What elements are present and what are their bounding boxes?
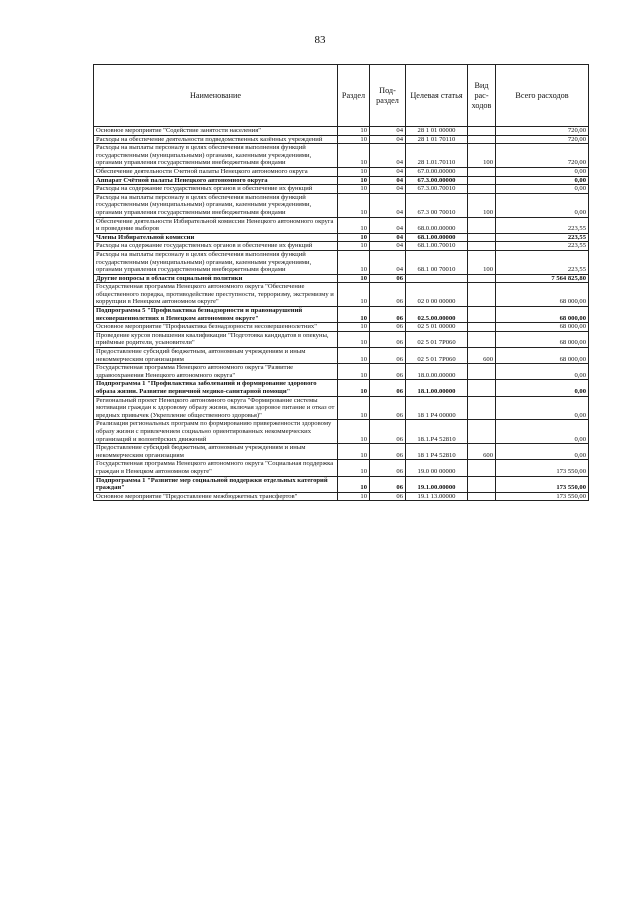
- row-expense-type: [468, 185, 496, 194]
- row-podrazdel: 06: [370, 323, 406, 332]
- row-total: 0,00: [496, 364, 589, 380]
- row-target-code: 68.0.00.00000: [406, 217, 468, 233]
- row-expense-type: [468, 283, 496, 307]
- row-target-code: 02 0 00 00000: [406, 283, 468, 307]
- row-expense-type: [468, 274, 496, 283]
- row-expense-type: [468, 420, 496, 444]
- row-target-code: 02 5 01 7Р060: [406, 331, 468, 347]
- row-podrazdel: 06: [370, 396, 406, 420]
- row-total: 223,55: [496, 242, 589, 251]
- table-row: [94, 420, 589, 444]
- row-target-code: 18.1.00.00000: [406, 380, 468, 396]
- row-total: 173 550,00: [496, 476, 589, 492]
- row-razdel: 10: [338, 460, 370, 476]
- row-razdel: 10: [338, 144, 370, 168]
- row-razdel: 10: [338, 492, 370, 501]
- row-total: 0,00: [496, 193, 589, 217]
- row-expense-type: [468, 364, 496, 380]
- table-row: [94, 176, 589, 185]
- row-razdel: 10: [338, 444, 370, 460]
- row-name: Реализация региональных программ по формированию приверженности здоровому образу жизни с привлечением социально ориентированных некоммерческих организаций и волонтёрских движений: [94, 420, 338, 444]
- row-razdel: 10: [338, 185, 370, 194]
- row-expense-type: 100: [468, 193, 496, 217]
- row-razdel: 10: [338, 274, 370, 283]
- row-expense-type: [468, 476, 496, 492]
- header-razdel: Раздел: [338, 65, 370, 127]
- row-target-code: 68.1.00.00000: [406, 233, 468, 242]
- row-expense-type: [468, 176, 496, 185]
- row-total: 173 550,00: [496, 460, 589, 476]
- row-podrazdel: 04: [370, 135, 406, 144]
- row-name: Расходы на содержание государственных органов и обеспечение их функций: [94, 242, 338, 251]
- table-row: [94, 492, 589, 501]
- row-podrazdel: 06: [370, 348, 406, 364]
- row-expense-type: 100: [468, 144, 496, 168]
- row-expense-type: [468, 460, 496, 476]
- row-expense-type: [468, 331, 496, 347]
- table-row: [94, 380, 589, 396]
- row-razdel: 10: [338, 193, 370, 217]
- table-row: [94, 460, 589, 476]
- row-target-code: 18.1.Р4 52810: [406, 420, 468, 444]
- table-row: [94, 323, 589, 332]
- row-name: Государственная программа Ненецкого автономного округа "Социальная поддержка граждан в Ненецком автономном округе": [94, 460, 338, 476]
- row-name: Подпрограмма 1 "Развитие мер социальной поддержки отдельных категорий граждан": [94, 476, 338, 492]
- row-podrazdel: 04: [370, 185, 406, 194]
- header-vid: Вид рас-ходов: [468, 65, 496, 127]
- row-name: Расходы на содержание государственных органов и обеспечение их функций: [94, 185, 338, 194]
- header-podrazdel: Под-раздел: [370, 65, 406, 127]
- header-target: Целевая статья: [406, 65, 468, 127]
- row-total: 0,00: [496, 420, 589, 444]
- row-total: 7 564 825,80: [496, 274, 589, 283]
- row-target-code: [406, 274, 468, 283]
- row-total: 0,00: [496, 176, 589, 185]
- row-expense-type: [468, 217, 496, 233]
- row-razdel: 10: [338, 242, 370, 251]
- row-name: Предоставление субсидий бюджетным, автономным учреждениям и иным некоммерческим организациям: [94, 348, 338, 364]
- table-row: [94, 274, 589, 283]
- row-name: Другие вопросы в области социальной политики: [94, 274, 338, 283]
- row-razdel: 10: [338, 420, 370, 444]
- table-row: [94, 331, 589, 347]
- row-total: 720,00: [496, 144, 589, 168]
- row-name: Государственная программа Ненецкого автономного округа "Развитие здравоохранения Ненецкого автономного округа": [94, 364, 338, 380]
- row-expense-type: 100: [468, 250, 496, 274]
- table-row: [94, 476, 589, 492]
- row-name: Расходы на выплаты персоналу в целях обеспечения выполнения функций государственными (муниципальными) органами, казенными учреждениями, органами управления государственными внебюджетными фондами: [94, 144, 338, 168]
- row-podrazdel: 04: [370, 193, 406, 217]
- row-podrazdel: 06: [370, 274, 406, 283]
- table-row: [94, 242, 589, 251]
- row-podrazdel: 06: [370, 420, 406, 444]
- row-total: 0,00: [496, 396, 589, 420]
- row-expense-type: 600: [468, 444, 496, 460]
- table-row: [94, 127, 589, 136]
- table-row: [94, 167, 589, 176]
- page-number: 83: [314, 34, 326, 46]
- row-target-code: 18 1 Р4 52810: [406, 444, 468, 460]
- row-target-code: 67.0.00.00000: [406, 167, 468, 176]
- row-razdel: 10: [338, 348, 370, 364]
- row-expense-type: [468, 380, 496, 396]
- row-podrazdel: 04: [370, 176, 406, 185]
- row-expense-type: [468, 242, 496, 251]
- row-name: Основное мероприятие "Содействие занятости населения": [94, 127, 338, 136]
- row-name: Обеспечение деятельности Избирательной комиссии Ненецкого автономного округа и проведение выборов: [94, 217, 338, 233]
- row-expense-type: [468, 233, 496, 242]
- row-podrazdel: 06: [370, 307, 406, 323]
- row-target-code: 28 1 01 00000: [406, 127, 468, 136]
- row-name: Расходы на выплаты персоналу в целях обеспечения выполнения функций государственными (муниципальными) органами, казенными учреждениями, органами управления государственными внебюджетными фондами: [94, 250, 338, 274]
- header-name: Наименование: [94, 65, 338, 127]
- row-target-code: 02 5 01 00000: [406, 323, 468, 332]
- row-total: 223,55: [496, 217, 589, 233]
- table-row: [94, 135, 589, 144]
- row-total: 173 550,00: [496, 492, 589, 501]
- row-name: Основное мероприятие "Профилактика безнадзорности несовершеннолетних": [94, 323, 338, 332]
- row-podrazdel: 06: [370, 380, 406, 396]
- row-expense-type: [468, 323, 496, 332]
- row-podrazdel: 06: [370, 283, 406, 307]
- row-podrazdel: 06: [370, 364, 406, 380]
- row-podrazdel: 06: [370, 476, 406, 492]
- row-target-code: 68.1.00.70010: [406, 242, 468, 251]
- row-target-code: 19.0 00 00000: [406, 460, 468, 476]
- row-name: Проведение курсов повышения квалификации "Подготовка кандидатов в опекуны, приёмные родители, усыновители": [94, 331, 338, 347]
- row-podrazdel: 04: [370, 250, 406, 274]
- row-podrazdel: 06: [370, 492, 406, 501]
- row-podrazdel: 04: [370, 233, 406, 242]
- row-total: 68 000,00: [496, 323, 589, 332]
- table-header-row: [94, 65, 589, 127]
- row-total: 0,00: [496, 167, 589, 176]
- row-podrazdel: 06: [370, 460, 406, 476]
- row-total: 0,00: [496, 444, 589, 460]
- row-razdel: 10: [338, 283, 370, 307]
- row-total: 68 000,00: [496, 307, 589, 323]
- row-razdel: 10: [338, 380, 370, 396]
- table-row: [94, 444, 589, 460]
- row-razdel: 10: [338, 331, 370, 347]
- row-target-code: 19.1.00.00000: [406, 476, 468, 492]
- table-row: [94, 217, 589, 233]
- row-razdel: 10: [338, 127, 370, 136]
- row-total: 223,55: [496, 250, 589, 274]
- row-razdel: 10: [338, 250, 370, 274]
- row-total: 223,55: [496, 233, 589, 242]
- row-expense-type: [468, 307, 496, 323]
- row-razdel: 10: [338, 233, 370, 242]
- row-target-code: 19.1 13.00000: [406, 492, 468, 501]
- row-podrazdel: 06: [370, 331, 406, 347]
- table-row: [94, 283, 589, 307]
- row-name: Обеспечение деятельности Счетной палаты Ненецкого автономного округа: [94, 167, 338, 176]
- row-name: Государственная программа Ненецкого автономного округа "Обеспечение общественного порядка, противодействие преступности, терроризму, экстремизму и коррупции в Ненецком автономном округе": [94, 283, 338, 307]
- row-expense-type: [468, 135, 496, 144]
- row-expense-type: [468, 396, 496, 420]
- table-row: [94, 185, 589, 194]
- budget-table: [93, 64, 589, 501]
- row-expense-type: [468, 492, 496, 501]
- row-name: Аппарат Счётной палаты Ненецкого автономного округа: [94, 176, 338, 185]
- row-total: 68 000,00: [496, 331, 589, 347]
- row-target-code: 28 1.01.70110: [406, 144, 468, 168]
- row-razdel: 10: [338, 323, 370, 332]
- row-name: Расходы на выплаты персоналу в целях обеспечения выполнения функций государственными (муниципальными) органами, казенными учреждениями, органами управления государственными внебюджетными фондами: [94, 193, 338, 217]
- row-name: Расходы на обеспечение деятельности подведомственных казённых учреждений: [94, 135, 338, 144]
- table-row: [94, 233, 589, 242]
- header-total: Всего расходов: [496, 65, 589, 127]
- row-target-code: 18.0.00.00000: [406, 364, 468, 380]
- row-expense-type: [468, 167, 496, 176]
- table-row: [94, 396, 589, 420]
- row-name: Региональный проект Ненецкого автономного округа "Формирование системы мотивации граждан к здоровому образу жизни, включая здоровое питание и отказ от вредных привычек (Укрепление общественного здоровья)": [94, 396, 338, 420]
- row-expense-type: [468, 127, 496, 136]
- row-razdel: 10: [338, 396, 370, 420]
- row-total: 0,00: [496, 185, 589, 194]
- row-razdel: 10: [338, 135, 370, 144]
- row-name: Подпрограмма 1 "Профилактика заболеваний и формирование здорового образа жизни. Развитие первичной медико-санитарной помощи": [94, 380, 338, 396]
- row-podrazdel: 04: [370, 127, 406, 136]
- row-total: 0,00: [496, 380, 589, 396]
- row-target-code: 02 5 01 7Р060: [406, 348, 468, 364]
- row-target-code: 28 1 01 70110: [406, 135, 468, 144]
- row-target-code: 67.3.00.70010: [406, 185, 468, 194]
- row-podrazdel: 04: [370, 242, 406, 251]
- row-razdel: 10: [338, 476, 370, 492]
- row-total: 68 000,00: [496, 348, 589, 364]
- table-row: [94, 364, 589, 380]
- row-name: Предоставление субсидий бюджетным, автономным учреждениям и иным некоммерческим организациям: [94, 444, 338, 460]
- row-name: Основное мероприятие "Предоставление межбюджетных трансфертов": [94, 492, 338, 501]
- row-razdel: 10: [338, 217, 370, 233]
- row-razdel: 10: [338, 307, 370, 323]
- table-row: [94, 193, 589, 217]
- row-podrazdel: 06: [370, 444, 406, 460]
- row-name: Подпрограмма 5 "Профилактика безнадзорности и правонарушений несовершеннолетних в Ненецком автономном округе": [94, 307, 338, 323]
- row-expense-type: 600: [468, 348, 496, 364]
- row-target-code: 68.1 00 70010: [406, 250, 468, 274]
- row-total: 68 000,00: [496, 283, 589, 307]
- table-body: [94, 127, 589, 501]
- row-name: Члены Избирательной комиссии: [94, 233, 338, 242]
- row-razdel: 10: [338, 167, 370, 176]
- row-target-code: 02.5.00.00000: [406, 307, 468, 323]
- row-target-code: 67.3.00.00000: [406, 176, 468, 185]
- row-podrazdel: 04: [370, 167, 406, 176]
- row-podrazdel: 04: [370, 144, 406, 168]
- row-total: 720,00: [496, 135, 589, 144]
- row-podrazdel: 04: [370, 217, 406, 233]
- row-razdel: 10: [338, 176, 370, 185]
- row-target-code: 67.3 00 70010: [406, 193, 468, 217]
- table-row: [94, 307, 589, 323]
- table-row: [94, 348, 589, 364]
- row-target-code: 18 1 Р4 00000: [406, 396, 468, 420]
- table-row: [94, 250, 589, 274]
- row-total: 720,00: [496, 127, 589, 136]
- row-razdel: 10: [338, 364, 370, 380]
- table-row: [94, 144, 589, 168]
